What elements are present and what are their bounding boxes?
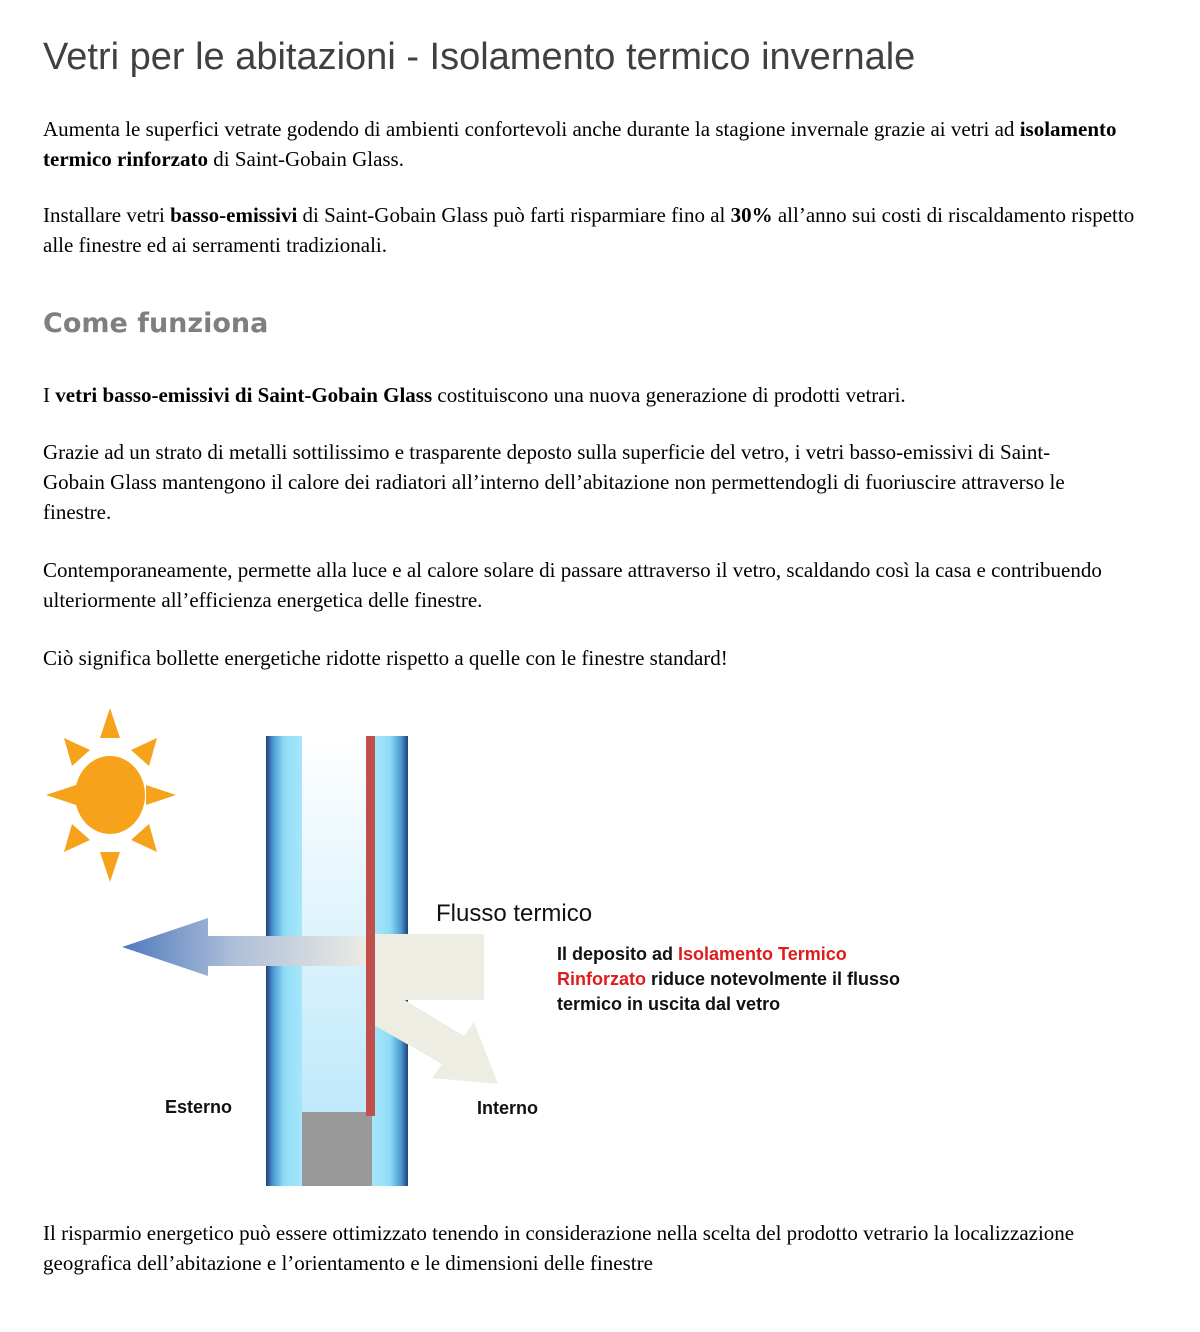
emphasis-product: vetri basso-emissivi di Saint-Gobain Glass [55, 383, 433, 407]
outside-label: Esterno [165, 1097, 233, 1117]
section-paragraph-2: Grazie ad un strato di metalli sottilissimo e trasparente deposto sulla superficie del vetro, i vetri basso-emissivi di Saint-Gobain Glass mantengono il calore dei radiatori all’interno dell’abitazione non permettendogli di fuoriuscire attraverso le finestre. [43, 440, 1065, 524]
section-heading: Come funziona [43, 308, 269, 339]
thermal-diagram [0, 700, 1200, 1200]
coating-callout: Il deposito ad Isolamento Termico Rinforzato riduce notevolmente il flusso termico in uscita dal vetro [557, 944, 901, 1014]
section-paragraph-4: Ciò significa bollette energetiche ridotte rispetto a quelle con le finestre standard! [43, 646, 728, 670]
heat-flow-block [372, 934, 484, 1000]
emphasis-basso-emissivi: basso-emissivi [170, 203, 298, 227]
sun-icon [46, 708, 176, 882]
low-e-coating [366, 736, 375, 1116]
intro-paragraph-2: Installare vetri basso-emissivi di Saint-Gobain Glass può farti risparmiare fino al 30% all’anno sui costi di riscaldamento rispetto alle finestre ed ai serramenti tradizionali. [43, 203, 1135, 257]
emphasis-percentage: 30% [730, 203, 773, 227]
air-gap [302, 736, 372, 1112]
inside-label: Interno [477, 1098, 538, 1118]
spacer-bar [302, 1112, 372, 1186]
intro-paragraph-1: Aumenta le superfici vetrate godendo di ambienti confortevoli anche durante la stagione invernale grazie ai vetri ad isolamento termico rinforzato di Saint-Gobain Glass. [43, 117, 1117, 171]
flux-label: Flusso termico [436, 900, 593, 927]
section-paragraph-3: Contemporaneamente, permette alla luce e al calore solare di passare attraverso il vetro, scaldando così la casa e contribuendo ulteriormente all’efficienza energetica delle finestre. [43, 558, 1102, 612]
closing-paragraph: Il risparmio energetico può essere ottimizzato tenendo in considerazione nella scelta del prodotto vetrario la localizzazione geografica dell’abitazione e l’orientamento e le dimensioni delle finestre [43, 1221, 1075, 1275]
emphasis-isolamento: isolamento termico rinforzato [43, 117, 1117, 171]
section-paragraph-1: I vetri basso-emissivi di Saint-Gobain Glass costituiscono una nuova generazione di prodotti vetrari. [43, 383, 906, 407]
page-title: Vetri per le abitazioni - Isolamento termico invernale [43, 36, 916, 78]
